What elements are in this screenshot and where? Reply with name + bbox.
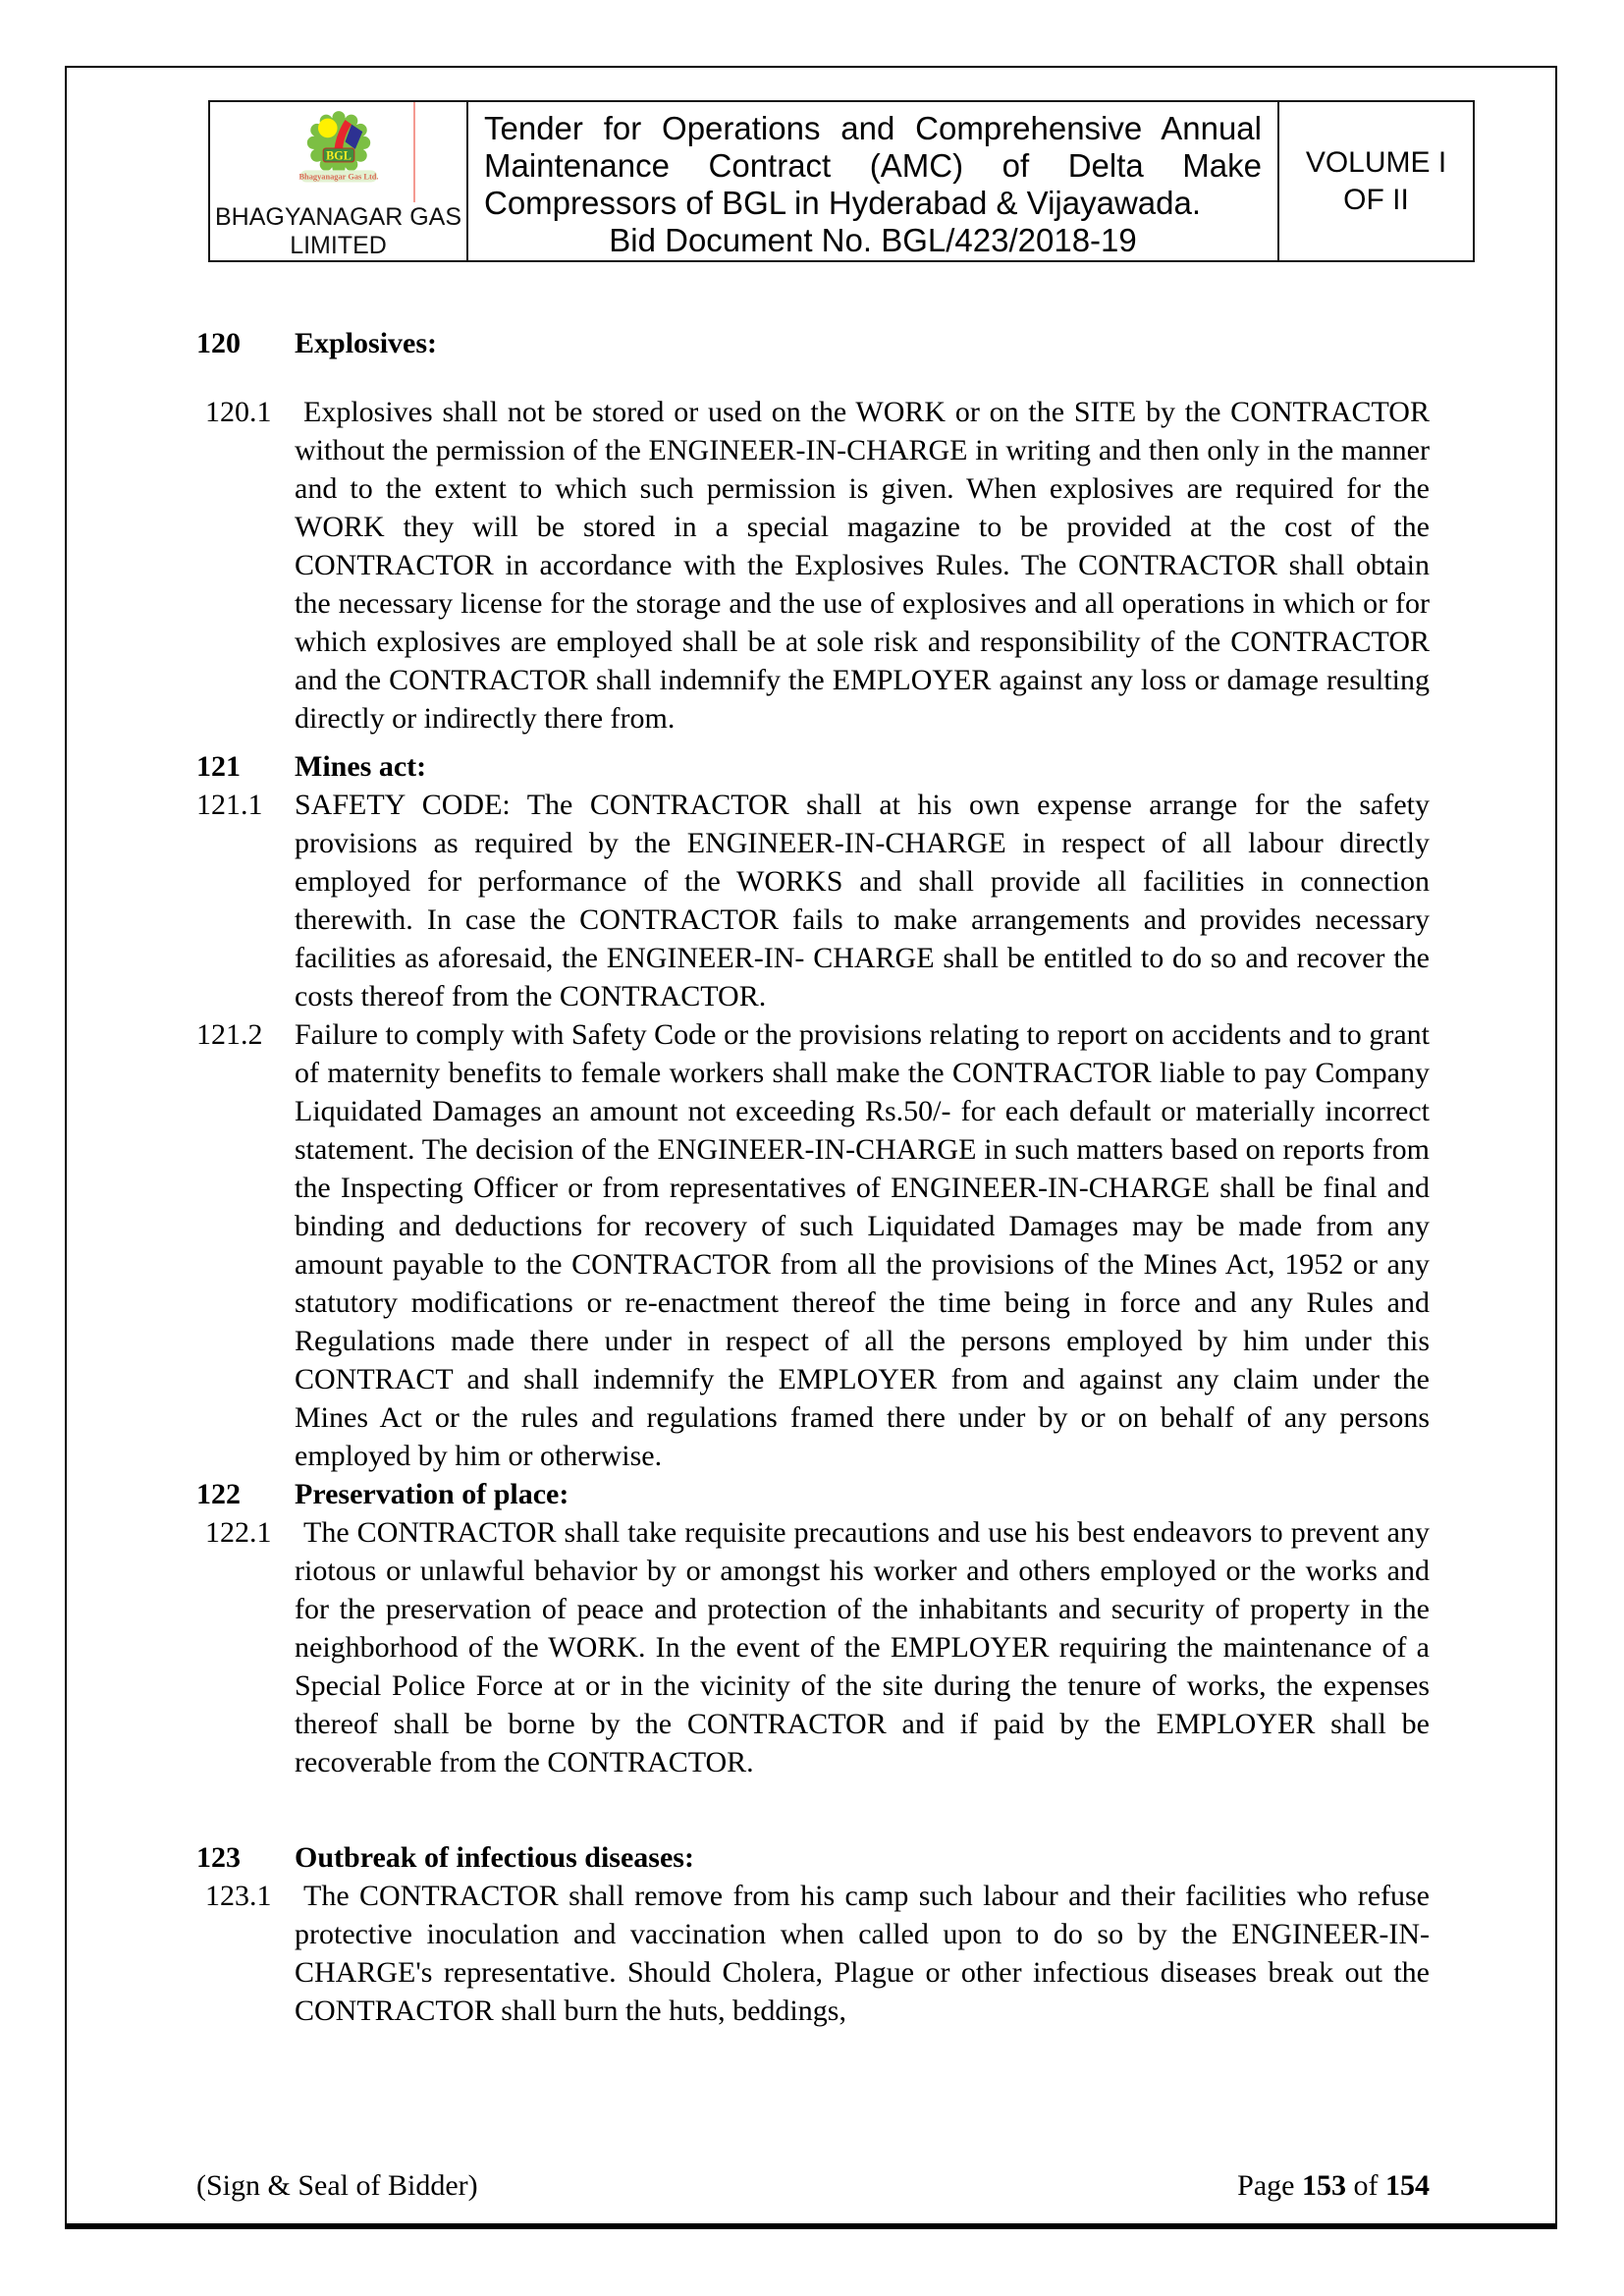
paragraph-121-2 [196,1015,1430,1475]
section-heading-120 [196,324,1430,362]
page-number [1237,2166,1430,2205]
page-of-label: of [1353,2169,1379,2202]
section-heading-122 [196,1475,1430,1513]
page-current: 153 [1302,2169,1346,2202]
org-name [215,203,461,260]
paragraph-121-1 [196,786,1430,1015]
tender-title-line3: Compressors of BGL in Hyderabad & Vijayawada. [484,185,1202,221]
document-body [196,324,1430,2030]
section-number: 120 [196,327,241,359]
tender-title-line1: Tender for Operations and Comprehensive Annual [484,110,1262,146]
page-footer [196,2166,1430,2206]
section-title: Outbreak of infectious diseases: [295,1841,694,1874]
paragraph-122-1 [196,1513,1430,1781]
section-heading-123 [196,1838,1430,1877]
page-total: 154 [1385,2169,1430,2202]
paragraph-text: Failure to comply with Safety Code or the provisions relating to report on accidents and to grant of maternity benefits to female workers shall make the CONTRACTOR liable to pay Company Liquidated Damages an amount not exceeding Rs.50/- for each default or materially incorrect statement. The decision of the ENGINEER-IN-CHARGE in such matters based on reports from the Inspecting Officer or from representatives of ENGINEER-IN-CHARGE shall be final and binding and deductions for recovery of such Liquidated Damages may be made from any amount payable to the CONTRACTOR from all the provisions of the Mines Act, 1952 or any statutory modifications or re-enactment thereof the time being in force and any Rules and Regulations made there under in respect of all the persons employed by him under this CONTRACT and shall indemnify the EMPLOYER from and against any claim under the Mines Act or the rules and regulations framed there under by or on behalf of any persons employed by him or otherwise. [295,1018,1430,1472]
logo-acronym-text: BGL [325,148,352,163]
header-logo-cell [210,102,468,260]
paragraph-120-1 [196,393,1430,738]
section-title: Mines act: [295,750,427,783]
bid-document-number: Bid Document No. BGL/423/2018-19 [609,222,1137,258]
logo-scallop-shape [298,111,378,182]
header-volume-cell [1279,102,1473,260]
scan-artifact-line [413,102,415,202]
tender-title-line2: Maintenance Contract (AMC) of Delta Make [484,147,1262,184]
section-title: Preservation of place: [295,1478,569,1510]
paragraph-number: 120.1 [205,396,272,428]
logo-brand-text: Bhagyanagar Gas Ltd. [298,172,379,182]
paragraph-number: 122.1 [205,1516,272,1549]
paragraph-number: 121.2 [196,1018,263,1051]
paragraph-text: SAFETY CODE: The CONTRACTOR shall at his own expense arrange for the safety provisions as required by the ENGINEER-IN-CHARGE in respect of all labour directly employed for performance of the WORKS and shall provide all facilities in connection therewith. In case the CONTRACTOR fails to make arrangements and provides necessary facilities as aforesaid, the ENGINEER-IN- CHARGE shall be entitled to do so and recover the costs thereof from the CONTRACTOR. [295,789,1430,1012]
paragraph-text: The CONTRACTOR shall remove from his camp such labour and their facilities who refuse protective inoculation and vaccination when called upon to do so by the ENGINEER-IN-CHARGE's representative. Should Cholera, Plague or other infectious diseases break out the CONTRACTOR shall burn the huts, beddings, [295,1880,1430,2027]
section-heading-121 [196,747,1430,786]
volume-line1: VOLUME I [1305,145,1447,179]
section-title: Explosives: [295,327,438,359]
page-label: Page [1237,2169,1295,2202]
bgl-logo-icon [256,106,421,202]
logo-sun [318,119,338,138]
org-name-line2: LIMITED [290,232,387,259]
section-number: 123 [196,1841,241,1874]
header-title-cell [468,102,1279,260]
section-number: 121 [196,750,241,783]
sign-seal-note: (Sign & Seal of Bidder) [196,2169,478,2202]
volume-line2: OF II [1343,183,1409,216]
paragraph-number: 123.1 [205,1880,272,1912]
org-name-line1: BHAGYANAGAR GAS [215,203,461,231]
paragraph-text: Explosives shall not be stored or used on the WORK or on the SITE by the CONTRACTOR without the permission of the ENGINEER-IN-CHARGE in writing and then only in the manner and to the extent to which such permission is given. When explosives are required for the WORK they will be stored in a special magazine to be provided at the cost of the CONTRACTOR in accordance with the Explosives Rules. The CONTRACTOR shall obtain the necessary license for the storage and the use of explosives and all operations in which or for which explosives are employed shall be at sole risk and responsibility of the CONTRACTOR and the CONTRACTOR shall indemnify the EMPLOYER against any loss or damage resulting directly or indirectly there from. [295,396,1430,735]
paragraph-number: 121.1 [196,789,263,821]
paragraph-text: The CONTRACTOR shall take requisite precautions and use his best endeavors to prevent any riotous or unlawful behavior by or amongst his worker and others employed or the works and for the preservation of peace and protection of the inhabitants and security of property in the neighborhood of the WORK. In the event of the EMPLOYER requiring the maintenance of a Special Police Force at or in the vicinity of the site during the tenure of works, the expenses thereof shall be borne by the CONTRACTOR and if paid by the EMPLOYER shall be recoverable from the CONTRACTOR. [295,1516,1430,1778]
paragraph-123-1 [196,1877,1430,2030]
header-table [208,100,1475,262]
section-number: 122 [196,1478,241,1510]
